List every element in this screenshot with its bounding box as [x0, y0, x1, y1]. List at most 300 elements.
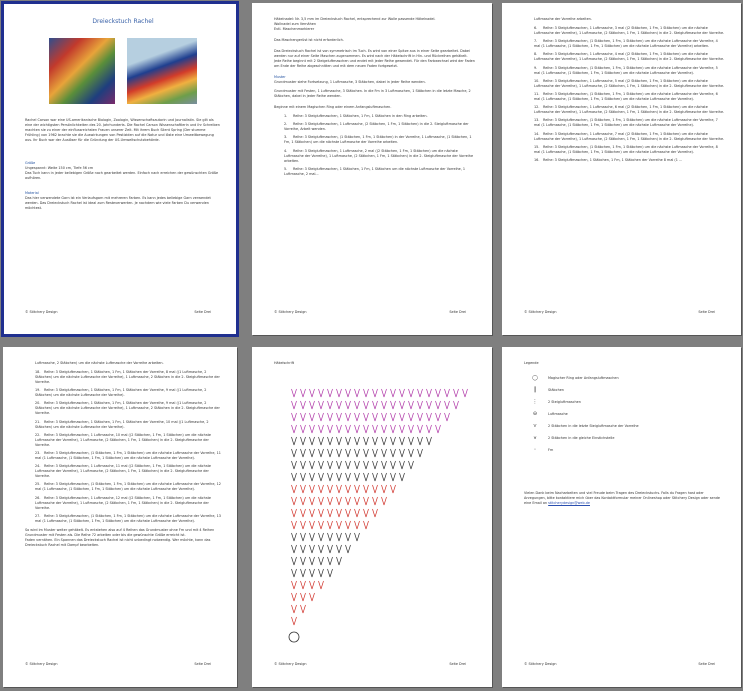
stitch-symbol [328, 425, 333, 433]
stitch-symbol [319, 533, 324, 541]
material-heading: Material [25, 191, 39, 195]
stitch-symbol [310, 569, 315, 577]
material-text: Das hier verwendete Garn ist ein Verlaufsgarn mit mehreren Farben. Es kann jedes beliebige Garn verwendet werden. Das Dreieckstuch Rachel ist ideal zum Resteverwerten. Je nachdem wie viele Farben Du verwenden möchtest. [25, 196, 211, 210]
stitch-symbol [418, 413, 423, 421]
stitch-symbol [292, 461, 297, 469]
stitch-symbol [355, 437, 360, 445]
list-item: 14. Reihe: 3 Steigluftmaschen, 1 Luftmasche, 7 mal ((2 Stäbchen, 1 Fm, 1 Stäbchen) um die nächste Luftmasche der Vorreihe), 1 Luftmasche, (2 Stäbchen, 1 Fm, 1 Stäbchen) in die 2. Steigluftmasche der Vorreihe. [534, 131, 725, 141]
stitch-symbol [310, 413, 315, 421]
stitch-symbol [382, 425, 387, 433]
stitch-symbol [319, 569, 324, 577]
stitch-symbol [310, 533, 315, 541]
list-item: 20. Reihe: 3 Steigluftmaschen, 1 Stäbchen, 1 Fm, 1 Stäbchen der Vorreihe, 9 mal ((1 Luftmasche, 2 Stäbchen) um die nächste Luftmasche der Vorreihe), 1 Luftmasche, 2 Stäbchen in die 2. Steigluftmasche der Vorreihe. [35, 401, 220, 416]
stitch-symbol [319, 485, 324, 493]
stitch-symbol [364, 425, 369, 433]
footer-right: Seite Drei [194, 662, 211, 666]
stitch-symbol [364, 473, 369, 481]
stitch-symbol [310, 425, 315, 433]
stitch-symbol [328, 521, 333, 529]
double-stitch-icon: ⩛ [533, 435, 537, 441]
stitch-symbol [319, 389, 324, 397]
legend-item: ⋎ 2 Stäbchen in die letzte Steigluftmasche der Vorreihe [528, 424, 725, 429]
stitch-symbol [355, 413, 360, 421]
list-item: 6. Reihe: 3 Steigluftmaschen, 1 Luftmasche, 3 mal ((2 Stäbchen, 1 Fm, 1 Stäbchen) um die nächste Luftmasche der Vorreihe), 1 Luftmasche, (2 Stäbchen, 1 Fm, 1 Stäbchen) in die 2. Steigluftmasche der Vorreihe. [534, 26, 725, 35]
size-text: Ungespannt: Weite 150 cm, Tiefe 56 cm [25, 166, 94, 170]
stitch-symbol [292, 533, 297, 541]
stitch-symbol [301, 461, 306, 469]
list-item: 26. Reihe: 3 Steigluftmaschen, 1 Luftmasche, 12 mal ((2 Stäbchen, 1 Fm, 1 Stäbchen) um die nächste Luftmasche der Vorreihe), 1 Luftmasche, (2 Stäbchen, 1 Fm, 1 Stäbchen) in die 2. Steigluftmasche der Vorreihe. [35, 495, 212, 510]
hook-text: Häkelnadel: Nr. 3,5 mm im Dreieckstuch Rachel, entsprechend zur Wolle passende Häkelnadel. [274, 17, 436, 21]
stitch-symbol [400, 401, 405, 409]
stitch-symbol [301, 425, 306, 433]
stitch-symbol [364, 497, 369, 505]
stitch-symbol [445, 389, 450, 397]
stitch-symbol [409, 449, 414, 457]
contact-text: Vielen Dank beim Nacharbeiten und viel Freude beim Tragen des Dreieckstuchs. Falls du Fragen hast oder Anregungen, bitte kontaktiere mich über das Kontaktformular meiner Onlineshop oder Stitchery Design oder sende eine Email an stitcherydesign@web.de [524, 491, 720, 505]
stitch-symbol [337, 485, 342, 493]
stitch-symbol [364, 401, 369, 409]
start-text: Beginne mit einem Magischen Ring oder einem Anfangsluftmaschen. [274, 105, 392, 109]
stitch-symbol [445, 401, 450, 409]
page-2[interactable] [252, 3, 492, 335]
stitch-symbol [382, 413, 387, 421]
list-item: 8. Reihe: 3 Steigluftmaschen, 1 Luftmasche, 4 mal ((2 Stäbchen, 1 Fm, 1 Stäbchen) um die nächste Luftmasche der Vorreihe), 1 Luftmasche, (2 Stäbchen, 1 Fm, 1 Stäbchen) in die 2. Steigluftmasche der Vorreihe. [534, 52, 725, 62]
footer-right: Seite Drei [194, 310, 211, 314]
stitch-symbol [301, 413, 306, 421]
stitch-symbol [301, 569, 306, 577]
list-item: 19. Reihe: 3 Steigluftmaschen, 1 Stäbchen, 1 Fm, 1 Stäbchen der Vorreihe, 9 mal ((1 Luftmasche, 2 Stäbchen) um die nächste Luftmasche der Vorreihe). [35, 388, 207, 398]
stitch-symbol [319, 581, 324, 589]
list-item: 27. Reihe: 3 Steigluftmaschen, (1 Stäbchen, 1 Fm, 1 Stäbchen) um die nächste Luftmasche der Vorreihe, 13 mal (1 Luftmasche, (1 Stäbchen, 1 Fm, 1 Stäbchen) um die nächste Luftmasche der Vorreihe). [35, 513, 221, 523]
stitch-symbol [328, 413, 333, 421]
stitch-symbol [346, 509, 351, 517]
footer-left: © Stitchery Design [274, 662, 307, 666]
stitch-symbol [346, 401, 351, 409]
stitch-symbol [346, 473, 351, 481]
stitch-symbol [364, 413, 369, 421]
pattern-heading: Muster [274, 75, 286, 79]
stitch-symbol [292, 437, 297, 445]
stitch-symbol [355, 509, 360, 517]
stitch-symbol [391, 437, 396, 445]
stitch-symbol [319, 557, 324, 565]
list-item: 13. Reihe: 3 Steigluftmaschen, (1 Stäbchen, 1 Fm, 1 Stäbchen) um die nächste Luftmasche der Vorreihe, 7 mal (1 Luftmasche, (1 Stäbchen, 1 Fm, 1 Stäbchen) um die nächste Luftmasche der Vorreihe). [534, 118, 718, 128]
stitch-symbol [319, 449, 324, 457]
stitch-icon: ┃ [533, 387, 537, 393]
stitch-symbol [418, 425, 423, 433]
stitch-symbol [373, 509, 378, 517]
stitch-symbol [346, 545, 351, 553]
gauge-text: Das Maschengerüst ist nicht erforderlich. [274, 38, 344, 42]
stitch-symbol [355, 521, 360, 529]
stitch-symbol [301, 437, 306, 445]
stitch-symbol [292, 605, 297, 613]
stitch-symbol [418, 449, 423, 457]
stitch-symbol [328, 509, 333, 517]
list-item: 15. Reihe: 3 Steigluftmaschen, (1 Stäbchen, 1 Fm, 1 Stäbchen) um die nächste Luftmasche der Vorreihe, 8 mal (1 Luftmasche, (1 Stäbchen, 1 Fm, 1 Stäbchen) um die nächste Luftmasche der Vorreihe). [534, 144, 718, 154]
stitch-symbol [319, 401, 324, 409]
footer-left: © Stitchery Design [524, 662, 557, 666]
list-item: 11. Reihe: 3 Steigluftmaschen, (1 Stäbchen, 1 Fm, 1 Stäbchen) um die nächste Luftmasche der Vorreihe, 6 mal (1 Luftmasche, (1 Stäbchen, 1 Fm, 1 Stäbchen) um die nächste Luftmasche der Vorreihe). [534, 91, 718, 101]
marker-text: Evtl. Maschenmarkierer [274, 27, 315, 31]
stitch-symbol [337, 389, 342, 397]
legend-item: ◦ Fm [528, 448, 725, 453]
stitch-symbol [310, 401, 315, 409]
stitch-symbol [445, 413, 450, 421]
page-title: Dreieckstuch Rachel [92, 18, 154, 25]
list-item: 5. Reihe: 3 Steigluftmaschen, 1 Stäbchen, 1 Fm, 1 Stäbchen um die nächste Luftmasche der Vorreihe, 1 Luftmasche, 2 mal... [284, 166, 466, 176]
list-item: 12. Reihe: 3 Steigluftmaschen, 1 Luftmasche, 6 mal ((2 Stäbchen, 1 Fm, 1 Stäbchen) um die nächste Luftmasche der Vorreihe), 1 Luftmasche, (2 Stäbchen, 1 Fm, 1 Stäbchen) in die 2. Steigluftmasche der Vorreihe. [534, 105, 725, 115]
stitch-symbol [391, 401, 396, 409]
stitch-symbol [364, 509, 369, 517]
stitch-symbol [373, 425, 378, 433]
stitch-symbol [328, 545, 333, 553]
stitch-symbol [355, 497, 360, 505]
stitch-symbol [337, 497, 342, 505]
stitch-symbol [292, 425, 297, 433]
stitch-symbol [292, 509, 297, 517]
stitch-symbol [391, 449, 396, 457]
stitch-symbol [310, 485, 315, 493]
list-item: 4. Reihe: 3 Steigluftmaschen, 1 Luftmasche, 2 mal ((2 Stäbchen, 1 Fm, 1 Stäbchen) um die nächste Luftmasche der Vorreihe), 1 Luftmasche, (2 Stäbchen, 1 Fm, 1 Stäbchen) in die 2. Steigluftmasche der Vorreihe arbeiten. [284, 148, 474, 163]
stitch-symbol [355, 461, 360, 469]
stitch-symbol [346, 413, 351, 421]
stitch-symbol [409, 425, 414, 433]
fm-icon: ◦ [533, 447, 537, 453]
stitch-symbol [337, 413, 342, 421]
page-1[interactable] [3, 3, 237, 335]
stitch-symbol [346, 389, 351, 397]
crochet-diagram [286, 375, 476, 645]
stitch-symbol [364, 389, 369, 397]
footer-left: © Stitchery Design [25, 310, 58, 314]
stitch-symbol [436, 413, 441, 421]
stitch-symbol [337, 461, 342, 469]
size-note: Das Tuch kann in jeder beliebigen Größe nach gearbeitet werden. Einfach nach erreichen der gewünschten Größe aufhören. [25, 171, 219, 180]
stitch-symbol [400, 449, 405, 457]
stitch-symbol [328, 437, 333, 445]
stitch-symbol [292, 413, 297, 421]
stitch-symbol [418, 389, 423, 397]
stitch-symbol [292, 569, 297, 577]
pattern-text-1: Grundmuster siehe Fortsetzung, 1 Luftmasche, 3 Stäbchen, dabei in jeder Reihe wenden. [274, 80, 426, 84]
stitch-symbol [391, 413, 396, 421]
magic-ring-symbol [289, 632, 299, 642]
needle-text: Wollnadel zum Vernähen [274, 22, 316, 26]
stitch-symbol [364, 437, 369, 445]
stitch-symbol [310, 473, 315, 481]
stitch-symbol [337, 509, 342, 517]
stitch-symbol [301, 545, 306, 553]
stitch-symbol [409, 437, 414, 445]
stitch-symbol [463, 389, 468, 397]
stitch-symbol [355, 473, 360, 481]
stitch-symbol [418, 437, 423, 445]
stitch-symbol [328, 461, 333, 469]
stitch-symbol [337, 437, 342, 445]
stitch-symbol [310, 437, 315, 445]
list-item: 25. Reihe: 3 Steigluftmaschen, (1 Stäbchen, 1 Fm, 1 Stäbchen) um die nächste Luftmasche der Vorreihe, 12 mal (1 Luftmasche, (1 Stäbchen, 1 Fm, 1 Stäbchen) um die nächste Luftmasche der Vorreihe). [35, 482, 221, 492]
stitch-symbol [355, 533, 360, 541]
stitch-symbol [400, 437, 405, 445]
stitch-symbol [373, 473, 378, 481]
stitch-symbol [310, 593, 315, 601]
stitch-symbol [328, 533, 333, 541]
diagram-heading: Häkelschrift [274, 361, 295, 365]
stitch-symbol [373, 437, 378, 445]
stitch-symbol [310, 389, 315, 397]
stitch-symbol [400, 461, 405, 469]
stitch-symbol [337, 401, 342, 409]
list-item: 24. Reihe: 3 Steigluftmaschen, 1 Luftmasche, 11 mal ((2 Stäbchen, 1 Fm, 1 Stäbchen) um die nächste Luftmasche der Vorreihe), 1 Luftmasche, (2 Stäbchen, 1 Fm, 1 Stäbchen) in die 2. Steigluftmasche der Vorreihe. [35, 464, 212, 479]
stitch-symbol [364, 449, 369, 457]
outro-text-1: So wird im Muster weiter gehäkelt. Es entstehen also auf 4 Reihen das Grundmuster ohne Fm und mit 4 Reihen Grundmuster mit Festen als. Die Reihe 72 arbeiten oder bis die gewünschte Größe erreicht ist. [25, 527, 215, 537]
list-item: 18. Reihe: 3 Steigluftmaschen, 1 Stäbchen, 1 Fm, 1 Stäbchen der Vorreihe, 8 mal ((1 Luftmasche, 2 Stäbchen) um die nächste Luftmasche der Vorreihe), 1 Luftmasche, 2 Stäbchen in die 2. Steigluftmasche der Vorreihe. [35, 370, 220, 384]
stitch-symbol [409, 461, 414, 469]
list-item: 16. Reihe: 3 Steigluftmaschen, 1 Stäbchen, 1 Fm, 1 Stäbchen der Vorreihe 8 mal (1 ... [534, 157, 683, 162]
stitch-symbol [301, 401, 306, 409]
footer-left: © Stitchery Design [524, 310, 557, 314]
stitch-symbol [427, 413, 432, 421]
stitch-symbol [427, 425, 432, 433]
continued-text: Luftmasche der Vorreihe arbeiten. [534, 17, 592, 21]
legend-item: ┃ Stäbchen [528, 388, 725, 393]
stitch-symbol [373, 497, 378, 505]
stitch-symbol [355, 389, 360, 397]
list-item: 10. Reihe: 3 Steigluftmaschen, 1 Luftmasche, 5 mal ((2 Stäbchen, 1 Fm, 1 Stäbchen) um die nächste Luftmasche der Vorreihe), 1 Luftmasche, (2 Stäbchen, 1 Fm, 1 Stäbchen) in die 2. Steigluftmasche der Vorreihe. [534, 78, 725, 88]
list-item: 2. Reihe: 3 Steigluftmaschen, 1 Luftmasche, (2 Stäbchen, 1 Fm, 1 Stäbchen) in die 2. Steigluftmasche der Vorreihe, Arbeit wenden. [284, 122, 469, 132]
stitch-symbol [292, 521, 297, 529]
stitch-symbol [400, 473, 405, 481]
stitch-symbol [301, 497, 306, 505]
stitch-symbol [337, 533, 342, 541]
stitch-symbol [382, 449, 387, 457]
list-item: 23. Reihe: 3 Steigluftmaschen, (1 Stäbchen, 1 Fm, 1 Stäbchen) um die nächste Luftmasche der Vorreihe, 11 mal (1 Luftmasche, (1 Stäbchen, 1 Fm, 1 Stäbchen) um die nächste Luftmasche der Vorreihe). [35, 450, 221, 460]
stitch-symbol [328, 449, 333, 457]
list-item: 7. Reihe: 3 Steigluftmaschen, (1 Stäbchen, 1 Fm, 1 Stäbchen) um die nächste Luftmasche der Vorreihe, 4 mal (1 Luftmasche, (1 Stäbchen, 1 Fm, 1 Stäbchen) um die nächste Luftmasche der Vorreihe) arbeiten. [534, 39, 718, 49]
stitch-symbol [292, 401, 297, 409]
stitch-symbol [391, 473, 396, 481]
stitch-symbol [292, 473, 297, 481]
stitch-symbol [319, 497, 324, 505]
stitch-symbol [337, 473, 342, 481]
stitch-symbol [346, 449, 351, 457]
list-item: 1. Reihe: 3 Steigluftmaschen, 1 Stäbchen, 1 Fm, 1 Stäbchen in den Ring arbeiten. [284, 114, 428, 118]
list-item: 9. Reihe: 3 Steigluftmaschen, (1 Stäbchen, 1 Fm, 1 Stäbchen) um die nächste Luftmasche der Vorreihe, 5 mal (1 Luftmasche, (1 Stäbchen, 1 Fm, 1 Stäbchen) um die nächste Luftmasche der Vorreihe). [534, 65, 718, 75]
stitch-symbol [319, 425, 324, 433]
stitch-symbol [382, 485, 387, 493]
footer-right: Seite Drei [698, 310, 715, 314]
page-4[interactable] [3, 347, 237, 687]
stitch-symbol [427, 389, 432, 397]
stitch-symbol [301, 557, 306, 565]
stitch-symbol [301, 581, 306, 589]
stitch-symbol [391, 461, 396, 469]
stitch-symbol [319, 437, 324, 445]
row-list [534, 26, 725, 163]
stitch-symbol [346, 425, 351, 433]
stitch-symbol [301, 473, 306, 481]
stitch-symbol [436, 389, 441, 397]
pattern-text-2: Grundmuster mit Festen, 1 Luftmasche, 3 Stäbchen. In die Fm in 3 Luftmaschen, 1 Stäbchen in die letzte Masche, 2 Stäbchen, dabei in jeder Reihe wenden. [274, 89, 471, 98]
stitch-symbol [310, 497, 315, 505]
footer-left: © Stitchery Design [25, 662, 58, 666]
v-stitch-icon: ⋎ [533, 423, 537, 429]
legend-heading: Legende [524, 361, 539, 365]
stitch-symbol [301, 389, 306, 397]
stitch-symbol [301, 521, 306, 529]
list-item: 3. Reihe: 3 Steigluftmaschen, (1 Stäbchen, 1 Fm, 1 Stäbchen) in der Vorreihe, 1 Luftmasche, (1 Stäbchen, 1 Fm, 1 Stäbchen) um die nächste Luftmasche der Vorreihe arbeiten. [284, 135, 472, 145]
stitch-symbol [319, 545, 324, 553]
stitch-symbol [292, 389, 297, 397]
stitch-symbol [346, 533, 351, 541]
stitch-symbol [328, 473, 333, 481]
stitch-symbol [301, 485, 306, 493]
page-3[interactable] [502, 3, 741, 335]
stitch-symbol [319, 473, 324, 481]
stitch-symbol [373, 449, 378, 457]
footer-right: Seite Drei [449, 310, 466, 314]
construction-text: Das Dreieckstuch Rachel ist von symmetrisch im Tuch. Es wird von einer Spitze aus in einer Seite gearbeitet. Dabei werden nur auf einer Seite Maschen zugenommen. Es wird nach der Häkelschrift in Hin- und Rückreihen gehäkelt. Jede Reihe beginnt mit 2 Steigeluftmaschen und endet mit jeder Reihe gewendet. Für den Farbwechsel wird der Faden am Ende der Reihe abgeschnitten und mit dem neuen Faden fortgesetzt. [274, 49, 475, 68]
stitch-symbol [391, 425, 396, 433]
footer-right: Seite Drei [449, 662, 466, 666]
stitch-symbol [292, 497, 297, 505]
stitch-symbol [310, 521, 315, 529]
stitch-symbol [328, 485, 333, 493]
stitch-symbol [382, 401, 387, 409]
list-item: 21. Reihe: 3 Steigluftmaschen, 1 Stäbchen, 1 Fm, 1 Stäbchen der Vorreihe, 10 mal ((1 Luftmasche, 2 Stäbchen) um die nächste Luftmasche der Vorreihe). [35, 419, 209, 429]
shawl-photo-2 [127, 38, 197, 104]
size-heading: Größe [25, 161, 36, 165]
stitch-symbol [427, 437, 432, 445]
stitch-symbol [346, 485, 351, 493]
row-list [35, 370, 221, 524]
stitch-symbol [382, 461, 387, 469]
stitch-symbol [292, 557, 297, 565]
stitch-symbol [301, 533, 306, 541]
stitch-symbol [328, 389, 333, 397]
stitch-symbol [292, 581, 297, 589]
stitch-symbol [436, 401, 441, 409]
stitch-symbol [292, 617, 297, 625]
stitch-symbol [364, 485, 369, 493]
stitch-symbol [337, 425, 342, 433]
stitch-symbol [337, 449, 342, 457]
stitch-symbol [328, 569, 333, 577]
continued-text: Luftmasche, 2 Stäbchen) um die nächste Luftmasche der Vorreihe arbeiten. [35, 361, 164, 365]
legend-item: ◯ Magischer Ring oder Anfangsluftmaschen [528, 376, 725, 381]
stitch-symbol [409, 401, 414, 409]
stitch-symbol [301, 449, 306, 457]
stitch-symbol [337, 521, 342, 529]
stitch-symbol [418, 401, 423, 409]
stitch-symbol [310, 557, 315, 565]
stitch-symbol [382, 473, 387, 481]
outro-text-2: Faden vernähen. Ein Spannen das Dreieckstuch Rachel ist nicht unbedingt notwendig. Wer möchte, kann das Dreieckstuch Rachel mit Dampf bearbeiten. [25, 537, 211, 547]
stitch-symbol [400, 413, 405, 421]
stitch-symbol [319, 521, 324, 529]
stitch-symbol [319, 413, 324, 421]
page-6[interactable] [502, 347, 741, 687]
legend [524, 376, 725, 453]
stitch-symbol [328, 497, 333, 505]
stitch-symbol [382, 389, 387, 397]
stitch-symbol [373, 389, 378, 397]
legend-item: ⩛ 2 Stäbchen in die gleiche Einstichstelle [528, 436, 725, 441]
stitch-symbol [328, 557, 333, 565]
intro-paragraph: Rachel Carson war eine US-amerikanische Biologin, Zoologin, Wissenschaftsautorin und Journalistin. Sie gilt als eine der wichtigsten Persönlichkeiten des 20. Jahrhunderts. Die Rachel Carson Wissenschaftlerin und ihr Schreiben machten sie zu einer der einflussreichsten Frauen unserer Zeit. Mit ihrem Buch Silent Spring (Der stumme Frühling) von 1962 brachte sie die Auswirkungen von Pestiziden auf die Natur und löste eine Umweltbewegung aus. Ihr Buch war der Auslöser für die Gründung der US-Umweltschutzbehörde. [25, 118, 220, 142]
stitch-symbol [301, 605, 306, 613]
stitch-symbol [373, 401, 378, 409]
chain-icon: ⊖ [532, 411, 538, 417]
stitch-symbol [355, 449, 360, 457]
magic-ring-icon: ◯ [532, 375, 538, 381]
stitch-symbol [292, 593, 297, 601]
stitch-symbol [310, 449, 315, 457]
stitch-symbol [382, 497, 387, 505]
stitch-symbol [454, 389, 459, 397]
stitch-symbol [346, 521, 351, 529]
stitch-symbol [292, 545, 297, 553]
stitch-symbol [292, 449, 297, 457]
stitch-symbol [337, 545, 342, 553]
footer-right: Seite Drei [698, 662, 715, 666]
stitch-symbol [427, 401, 432, 409]
stitch-symbol [373, 485, 378, 493]
shawl-photo-1 [49, 38, 115, 104]
email-link[interactable]: stitcherydesign@web.de [548, 501, 590, 505]
stitch-symbol [409, 389, 414, 397]
stitch-symbol [346, 437, 351, 445]
stitch-symbol [355, 425, 360, 433]
stitch-symbol [400, 425, 405, 433]
stitch-symbol [337, 557, 342, 565]
row-list [284, 114, 476, 177]
stitch-symbol [319, 509, 324, 517]
stitch-symbol [355, 401, 360, 409]
list-item: 22. Reihe: 3 Steigluftmaschen, 1 Luftmasche, 10 mal ((2 Stäbchen, 1 Fm, 1 Stäbchen) um die nächste Luftmasche der Vorreihe), 1 Luftmasche, (2 Stäbchen, 1 Fm, 1 Stäbchen) in die 2. Steigluftmasche der Vorreihe. [35, 432, 212, 447]
page-5[interactable] [252, 347, 492, 687]
stitch-symbol [364, 521, 369, 529]
stitch-symbol [301, 593, 306, 601]
stitch-symbol [301, 509, 306, 517]
legend-item: ⋮ 2 Steigluftmaschen [528, 400, 725, 405]
stitch-symbol [400, 389, 405, 397]
stitch-symbol [373, 413, 378, 421]
chain-stitch-icon: ⋮ [532, 399, 538, 405]
stitch-symbol [292, 485, 297, 493]
stitch-symbol [346, 497, 351, 505]
legend-item: ⊖ Luftmasche [528, 412, 725, 417]
stitch-symbol [310, 545, 315, 553]
stitch-symbol [373, 461, 378, 469]
stitch-symbol [310, 461, 315, 469]
stitch-symbol [382, 437, 387, 445]
stitch-symbol [355, 485, 360, 493]
footer-left: © Stitchery Design [274, 310, 307, 314]
stitch-symbol [319, 461, 324, 469]
stitch-symbol [391, 485, 396, 493]
stitch-symbol [436, 425, 441, 433]
stitch-symbol [310, 509, 315, 517]
stitch-symbol [454, 401, 459, 409]
stitch-symbol [364, 461, 369, 469]
stitch-symbol [409, 413, 414, 421]
stitch-symbol [346, 461, 351, 469]
stitch-symbol [328, 401, 333, 409]
stitch-symbol [391, 389, 396, 397]
stitch-symbol [310, 581, 315, 589]
